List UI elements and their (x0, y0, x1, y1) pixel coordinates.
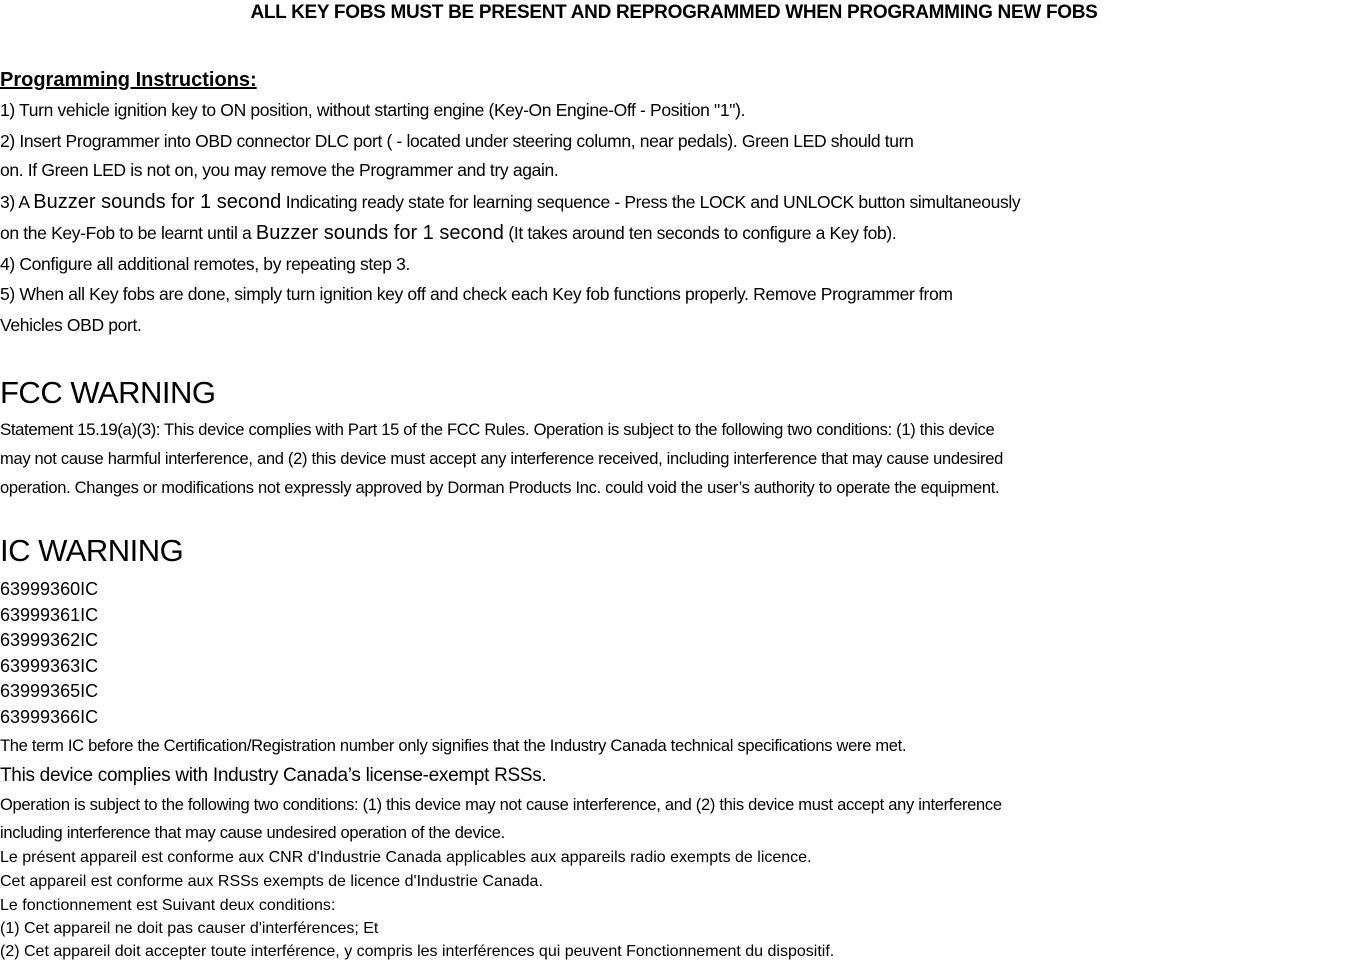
step-3-line-2-prefix: on the Key-Fob to be learnt until a (0, 223, 256, 243)
step-1: 1) Turn vehicle ignition key to ON position, without starting engine (Key-On Engine-Off - Position "1"). (0, 100, 746, 120)
fcc-heading: FCC WARNING (0, 375, 216, 410)
ic-id: 63999362IC (0, 630, 99, 650)
step-3-mid: Indicating ready state for learning sequence - Press the LOCK and UNLOCK button simultaneously (281, 192, 1021, 212)
programming-heading: Programming Instructions: (0, 69, 257, 91)
french-line-3: Le fonctionnement est Suivant deux conditions: (0, 897, 336, 914)
ic-id: 63999361IC (0, 604, 99, 625)
ic-note-3-line-1: Operation is subject to the following two conditions: (1) this device may not cause interference, and (2) this device must accept any interference (0, 796, 1002, 814)
step-3-line-2-suffix: (It takes around ten seconds to configure a Key fob). (503, 223, 897, 243)
step-3-line-1 (0, 189, 1020, 215)
ic-id-list (0, 577, 98, 730)
step-2-line-2: on. If Green LED is not on, you may remove the Programmer and try again. (0, 160, 559, 180)
buzzer-text: Buzzer sounds for 1 second (33, 191, 282, 213)
fcc-line-1 (0, 418, 994, 442)
fcc-line-2: may not cause harmful interference, and (2) this device must accept any interference received, including interference that may cause undesired (0, 450, 1003, 468)
french-line-1: Le présent appareil est conforme aux CNR d'Industrie Canada applicables aux appareils radio exempts de licence. (0, 849, 812, 866)
fcc-line-3: operation. Changes or modifications not expressly approved by Dorman Products Inc. could void the user’s authority to operate the equipment. (0, 479, 1000, 497)
ic-note-3-line-2: including interference that may cause undesired operation of the device. (0, 824, 505, 842)
step-5-line-1: 5) When all Key fobs are done, simply turn ignition key off and check each Key fob functions properly. Remove Programmer from (0, 284, 953, 304)
ic-note-1: The term IC before the Certification/Registration number only signifies that the Industry Canada technical specifications were met. (0, 737, 907, 755)
french-line-5: (2) Cet appareil doit accepter toute interférence, y compris les interférences qui peuvent Fonctionnement du dispositif. (0, 943, 835, 960)
ic-id: 63999366IC (0, 706, 99, 727)
ic-id: 63999360IC (0, 579, 99, 599)
fcc-statement-label: Statement 15.19(a)(3): (0, 420, 161, 439)
step-2-line-1: 2) Insert Programmer into OBD connector DLC port ( - located under steering column, near pedals). Green LED should turn (0, 131, 914, 151)
step-5-line-2: Vehicles OBD port. (0, 315, 142, 335)
step-3-prefix: 3) A (0, 192, 34, 212)
page-title: ALL KEY FOBS MUST BE PRESENT AND REPROGRAMMED WHEN PROGRAMMING NEW FOBS (250, 2, 1098, 23)
ic-id: 63999363IC (0, 655, 99, 676)
ic-id: 63999365IC (0, 681, 99, 701)
ic-note-2: This device complies with Industry Canada’s license-exempt RSSs. (0, 765, 547, 786)
french-line-2: Cet appareil est conforme aux RSSs exempts de licence d'Industrie Canada. (0, 873, 543, 890)
french-line-4: (1) Cet appareil ne doit pas causer d'interférences; Et (0, 920, 379, 937)
step-3-line-2 (0, 220, 896, 246)
fcc-line-1-text: This device complies with Part 15 of the FCC Rules. Operation is subject to the following two conditions: (1) this device (160, 421, 995, 439)
buzzer-text-2: Buzzer sounds for 1 second (255, 222, 504, 244)
ic-heading: IC WARNING (0, 533, 184, 568)
step-4: 4) Configure all additional remotes, by repeating step 3. (0, 254, 411, 274)
